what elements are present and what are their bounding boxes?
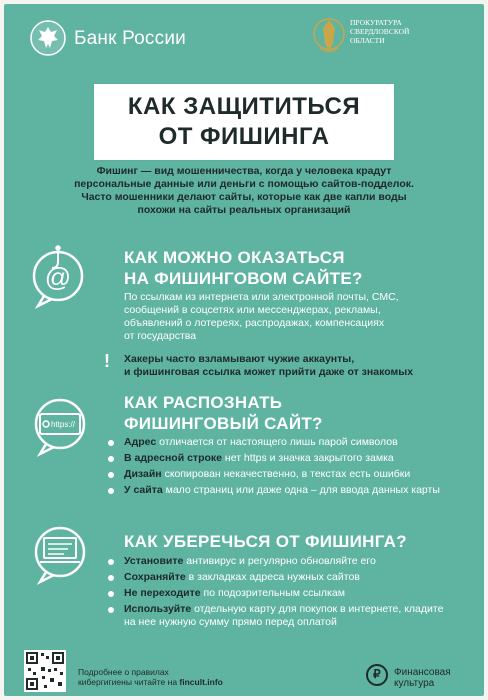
ruble-glyph: ₽ — [373, 667, 381, 681]
section1-warn-line2: и фишинговая ссылка может прийти даже от знакомых — [124, 366, 414, 378]
item-bold: Адрес — [124, 436, 157, 448]
list-item — [124, 468, 454, 481]
item-text: в закладках адреса нужных сайтов — [185, 571, 360, 583]
section1-paragraph — [124, 291, 444, 343]
footer-line2 — [78, 677, 223, 687]
url-text: https:// — [50, 420, 76, 429]
title-line2: ОТ ФИШИНГА — [158, 123, 330, 150]
item-text: отдельную карту для покупок в интернете, кладите на нее нужную сумму прямо перед оплатой — [124, 603, 444, 628]
item-bold: Не переходите — [124, 587, 201, 599]
laptop-password-icon — [28, 520, 94, 586]
prosecutor-office-name — [350, 18, 409, 45]
section1-warning — [124, 353, 444, 379]
item-text: нет https и значка закрытого замка — [222, 452, 394, 464]
financial-culture-name — [394, 667, 451, 689]
qr-code-icon[interactable] — [24, 650, 66, 692]
intro-line2: персональные данные или деньги с помощью сайтов-подделок. — [74, 178, 414, 190]
list-item — [124, 571, 454, 584]
list-item — [124, 436, 454, 449]
bullet-icon — [108, 559, 114, 565]
financial-culture-logo-icon — [366, 664, 388, 686]
bank-name: Банк России — [74, 28, 186, 49]
browser-url-icon — [28, 392, 94, 458]
item-bold: У сайта — [124, 484, 163, 496]
prosecutor-line1: ПРОКУРАТУРА — [350, 18, 402, 27]
footer — [4, 640, 484, 696]
bullet-icon — [108, 575, 114, 581]
list-item — [124, 587, 454, 600]
item-text: скопирован некачественно, в текстах есть ошибки — [161, 468, 411, 480]
section2-title-line1: КАК РАСПОЗНАТЬ — [124, 393, 283, 412]
intro-line3: Часто мошенники делают сайты, которые как две капли воды — [81, 191, 407, 203]
footer-line2-text: кибергигиены читайте на — [78, 677, 180, 687]
bullet-icon — [108, 607, 114, 613]
list-item — [124, 452, 454, 465]
title-line1: КАК ЗАЩИТИТЬСЯ — [127, 93, 361, 120]
intro-line4: похожи на сайты реальных организаций — [137, 204, 351, 216]
section2-list — [124, 436, 454, 500]
list-item — [124, 555, 454, 568]
prosecutor-line3: ОБЛАСТИ — [350, 36, 385, 45]
fk-line1: Финансовая — [394, 667, 451, 678]
section1-title — [124, 247, 363, 289]
section1-para-line4: от государства — [124, 330, 197, 342]
item-bold: Установите — [124, 555, 184, 567]
section3-list — [124, 555, 454, 632]
list-item — [124, 484, 454, 497]
item-text: отличается от настоящего лишь парой символов — [156, 436, 398, 448]
intro-text — [64, 165, 424, 217]
bullet-icon — [108, 591, 114, 597]
fincult-link[interactable]: fincult.info — [179, 677, 223, 687]
section1-title-line1: КАК МОЖНО ОКАЗАТЬСЯ — [124, 248, 345, 267]
title-box — [94, 84, 394, 160]
list-item — [124, 603, 454, 629]
prosecutor-emblem-icon — [312, 14, 346, 56]
bullet-icon — [108, 488, 114, 494]
section2-title-line2: ФИШИНГОВЫЙ САЙТ? — [124, 414, 323, 433]
poster — [4, 4, 484, 696]
at-sign: @ — [44, 262, 72, 292]
bullet-icon — [108, 440, 114, 446]
header — [4, 4, 484, 76]
section1-para-line1: По ссылкам из интернета или электронной почты, СМС, — [124, 291, 399, 303]
bullet-icon — [108, 456, 114, 462]
bank-eagle-logo-icon — [30, 20, 66, 56]
bullet-icon — [108, 472, 114, 478]
footer-more-info — [78, 667, 223, 687]
section1-title-line2: НА ФИШИНГОВОМ САЙТЕ? — [124, 269, 363, 288]
footer-line1: Подробнее о правилах — [78, 667, 169, 677]
section3-title: КАК УБЕРЕЧЬСЯ ОТ ФИШИНГА? — [124, 532, 407, 551]
item-bold: Используйте — [124, 603, 192, 615]
section1-para-line2: сообщений в соцсетях или мессенджерах, рекламы, — [124, 304, 381, 316]
section2-title — [124, 392, 323, 434]
item-text: мало страниц или даже одна – для ввода данных карты — [162, 484, 440, 496]
item-bold: В адресной строке — [124, 452, 222, 464]
item-bold: Дизайн — [124, 468, 162, 480]
item-text: по подозрительным ссылкам — [200, 587, 345, 599]
item-text: антивирус и регулярно обновляйте его — [183, 555, 376, 567]
at-sign-hook-icon — [28, 244, 94, 310]
intro-line1: Фишинг — вид мошенничества, когда у человека крадут — [96, 165, 392, 177]
fk-line2: культура — [394, 678, 435, 689]
item-bold: Сохраняйте — [124, 571, 186, 583]
section1-para-line3: объявлений о лотереях, распродажах, компенсациях — [124, 317, 385, 329]
section1-warn-line1: Хакеры часто взламывают чужие аккаунты, — [124, 353, 355, 365]
prosecutor-line2: СВЕРДЛОВСКОЙ — [350, 27, 410, 36]
exclamation-icon: ! — [104, 351, 110, 371]
